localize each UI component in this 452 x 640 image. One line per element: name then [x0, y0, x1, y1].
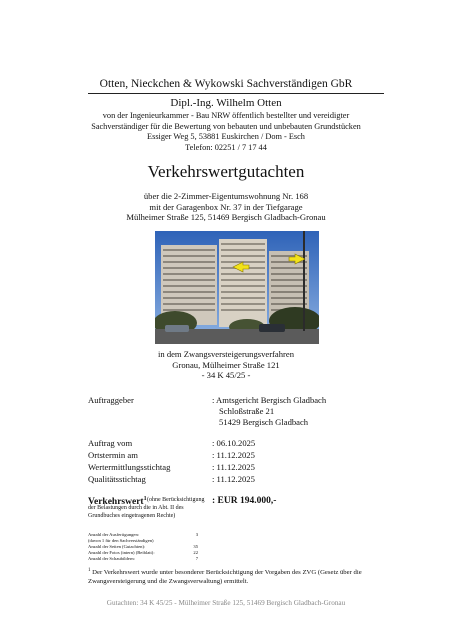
order-date-value: : 06.10.2025 [212, 438, 256, 448]
site-visit-label: Ortstermin am [88, 450, 138, 460]
attachment-row: Anzahl der Ausfertigungen: 3 [88, 532, 198, 537]
procedure-line-type: in dem Zwangsversteigerungsverfahren [157, 349, 295, 359]
client-court: : Amtsgericht Bergisch Gladbach [212, 395, 327, 405]
footnote-mark: 1 [88, 568, 91, 573]
attachment-row: Anzahl der Schaubildern: 7 [88, 556, 198, 561]
market-value-footnote-mark: 1 [143, 496, 147, 502]
quality-date-label: Qualitätsstichtag [88, 474, 146, 484]
subject-line-apartment: über die 2-Zimmer-Eigentumswohnung Nr. 168 [143, 191, 309, 201]
client-city: 51429 Bergisch Gladbach [219, 417, 309, 427]
market-value-amount: : EUR 194.000,- [212, 496, 277, 506]
expert-line-phone: Telefon: 02251 / 7 17 44 [185, 142, 267, 152]
market-value-label: Verkehrswert$^1$ [88, 496, 147, 508]
expert-line-address: Essiger Weg 5, 53881 Euskirchen / Dom - Esch [147, 132, 305, 141]
header-rule [88, 93, 384, 94]
attachment-row: (davon 1 für den Sachverständigen) [88, 538, 154, 543]
expert-line-specialty: Sachverständiger für die Bewertung von bebauten und unbebauten Grundstücken [91, 121, 361, 131]
procedure-line-case-number: - 34 K 45/25 - [201, 370, 251, 380]
procedure-block [0, 349, 452, 381]
valuation-date-value: : 11.12.2025 [212, 462, 255, 472]
client-street: Schloßstraße 21 [219, 406, 275, 416]
building-photo-illustration [155, 231, 319, 344]
market-value-note: (ohne Berücksichtigung der Belastungen durch die in Abt. II des Grundbuches eingetragenen Rechte) [88, 497, 205, 519]
valuation-date-label: Wertermittlungsstichtag [88, 462, 171, 472]
site-visit-value: : 11.12.2025 [212, 450, 255, 460]
page-footer: Gutachten: 34 K 45/25 - Mülheimer Straße 125, 51469 Bergisch Gladbach-Gronau [106, 599, 346, 607]
subject-line-address: Mülheimer Straße 125, 51469 Bergisch Gladbach-Gronau [126, 212, 326, 222]
attachment-row: Anzahl der Fotos (intern) (Beiblatt): 22 [88, 550, 198, 555]
attachment-row: Anzahl der Seiten (Gutachten): 35 [88, 544, 198, 549]
expert-details [0, 111, 452, 153]
order-date-label: Auftrag vom [88, 438, 133, 448]
expert-name: Dipl.-Ing. Wilhelm Otten [170, 97, 282, 109]
footnote-text: Der Verkehrswert wurde unter besonderer Berücksichtigung der Vorgaben des ZVG (Gesetz über die Zwangsversteigerung und die Zwangsverwaltung) ermittelt. [88, 569, 362, 585]
client-label: Auftraggeber [88, 395, 134, 405]
expert-line-appointment: von der Ingenieurkammer - Bau NRW öffentlich bestellter und vereidigter [102, 111, 350, 120]
firm-name: Otten, Nieckchen & Wykowski Sachverständigen GbR [99, 78, 353, 90]
subject-block [0, 191, 452, 223]
procedure-line-location: Gronau, Mülheimer Straße 121 [172, 359, 280, 370]
subject-line-garage: mit der Garagenbox Nr. 37 in der Tiefgarage [149, 201, 303, 212]
footnote [88, 567, 378, 586]
building-photo [155, 231, 319, 344]
document-title: Verkehrswertgutachten [147, 162, 305, 181]
quality-date-value: : 11.12.2025 [212, 474, 255, 484]
